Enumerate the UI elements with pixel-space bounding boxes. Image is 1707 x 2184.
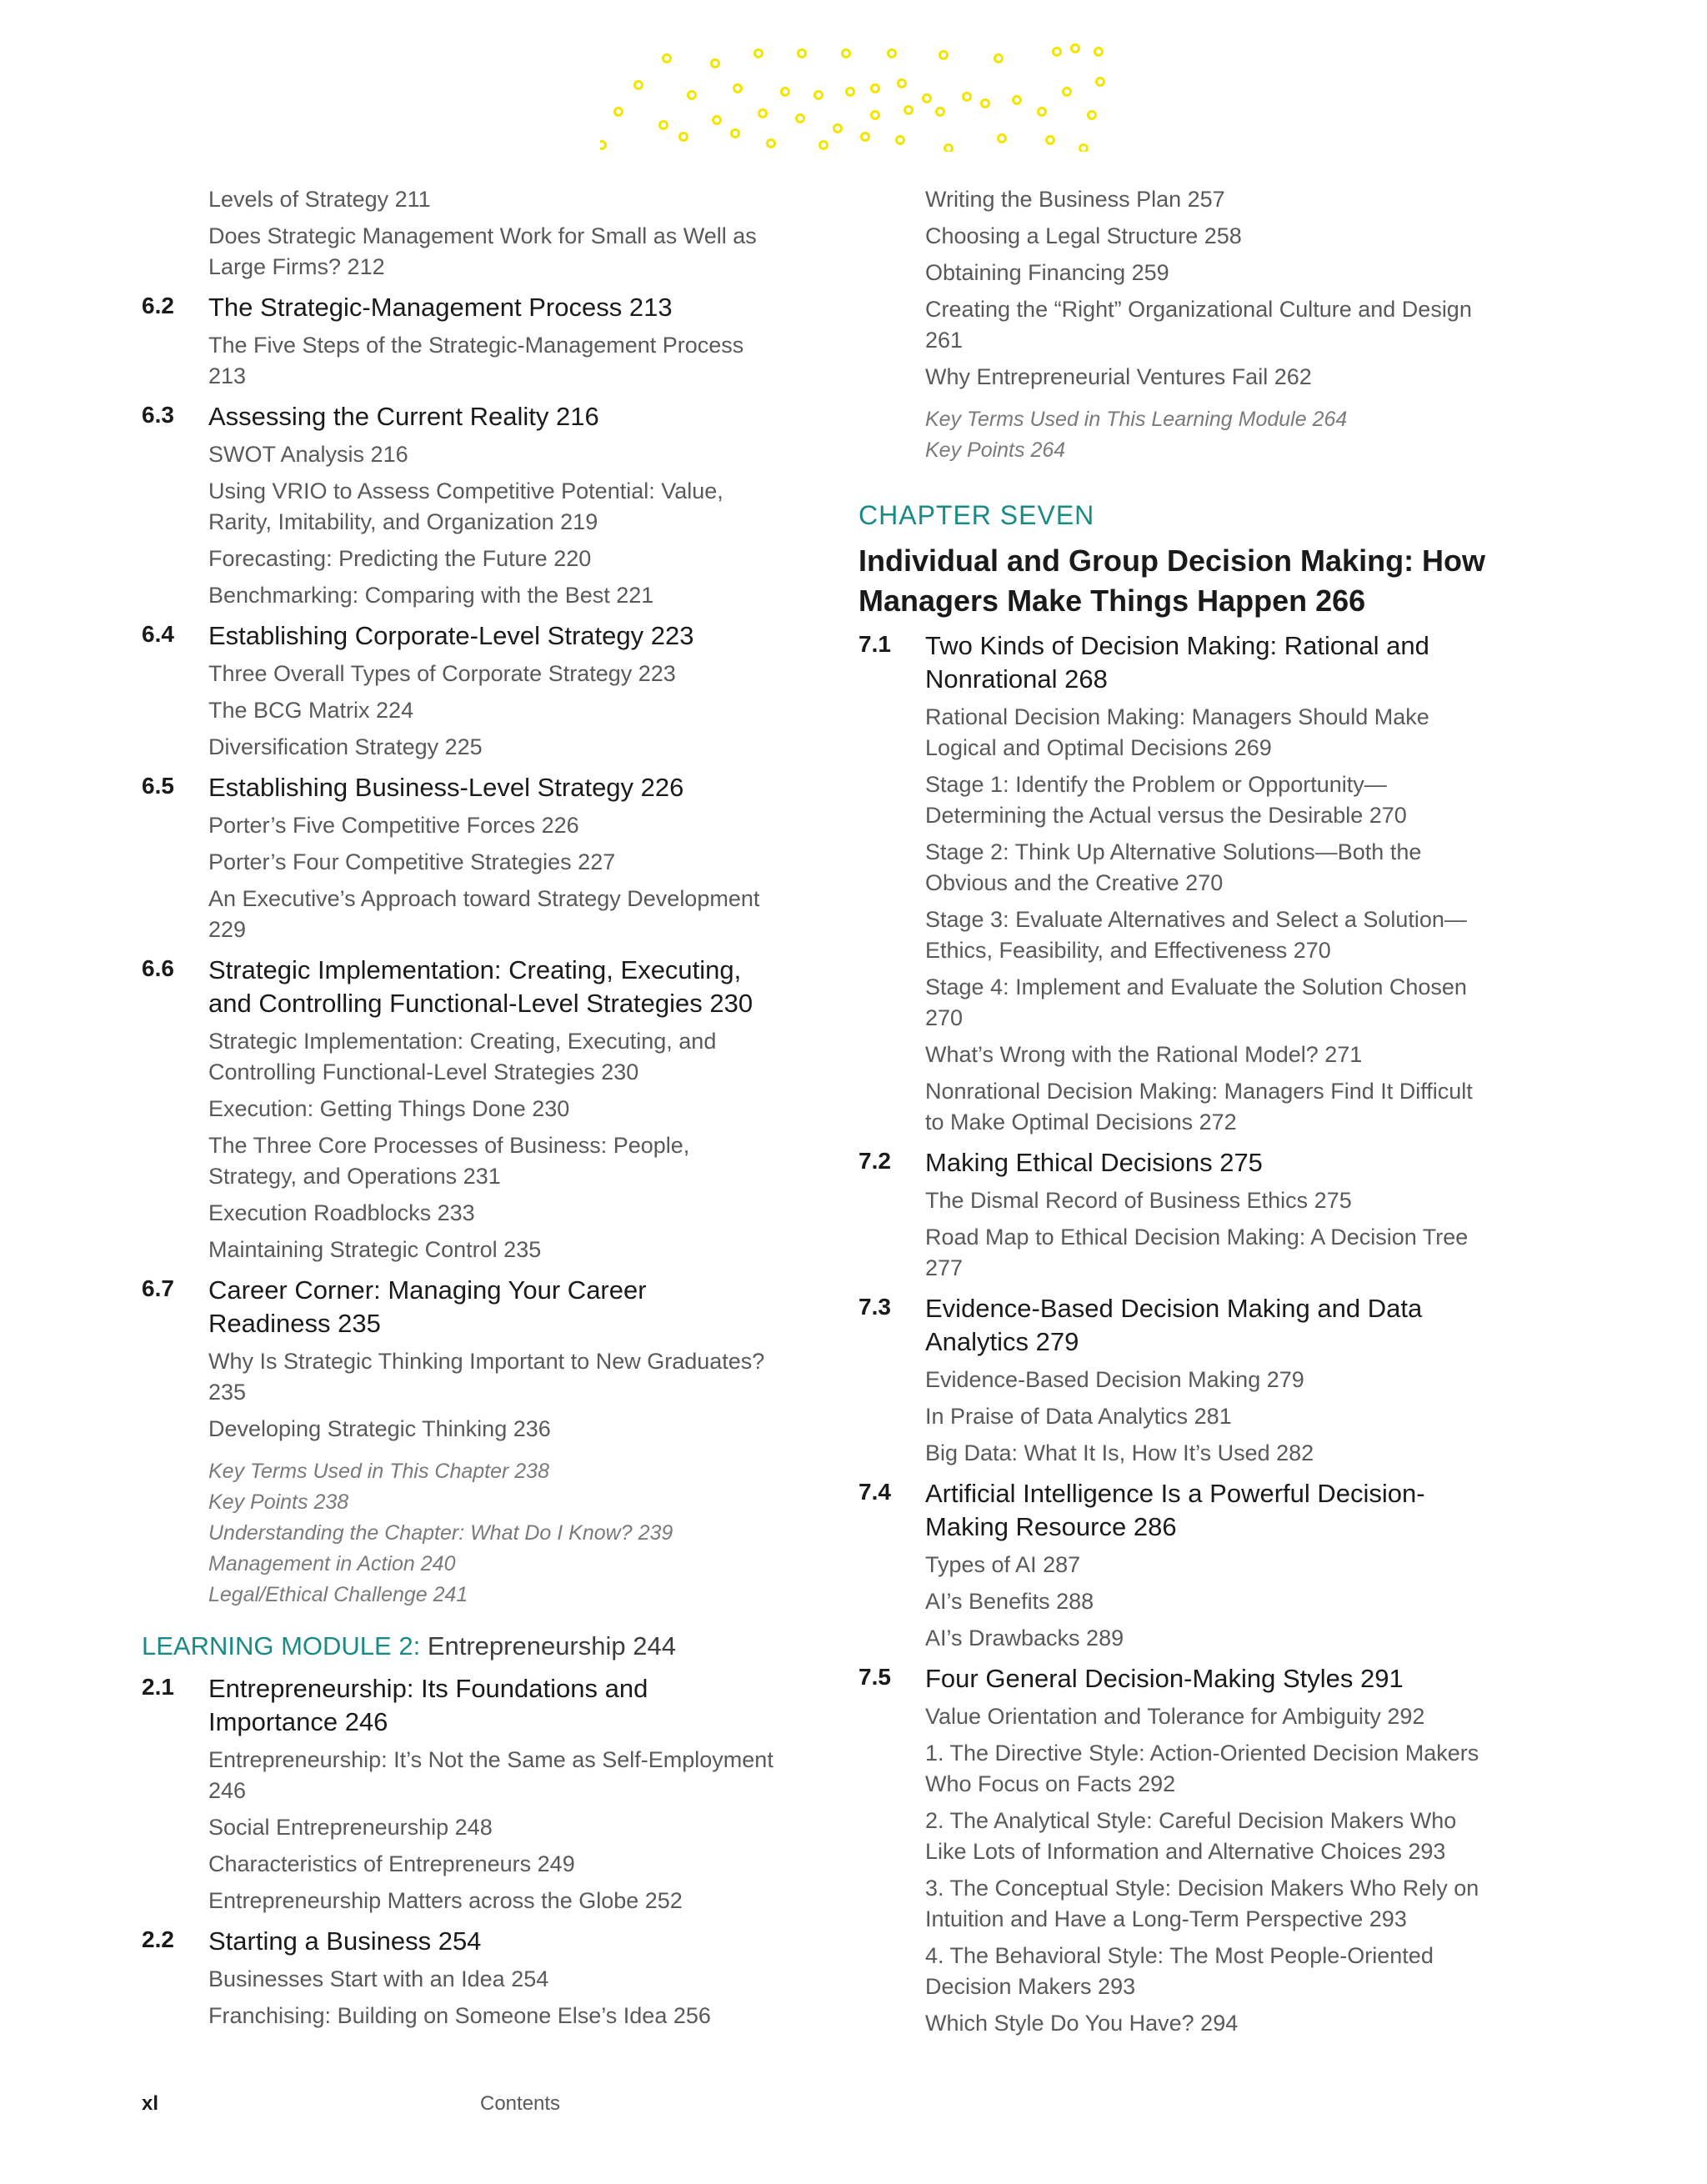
section-number: 7.5	[859, 1664, 891, 1690]
decor-dot	[843, 50, 850, 58]
toc-subtopic[interactable]: 3. The Conceptual Style: Decision Makers Who Rely on Intuition and Have a Long-Term Perspective 293	[925, 1876, 1479, 1931]
toc-section	[142, 1274, 775, 1445]
toc-subtopic[interactable]: Execution Roadblocks 233	[208, 1200, 475, 1225]
toc-subtopic[interactable]: Entrepreneurship: It’s Not the Same as Self-Employment 246	[208, 1747, 773, 1803]
section-title[interactable]: Establishing Business-Level Strategy 226	[208, 773, 684, 802]
toc-subtopic[interactable]: Stage 2: Think Up Alternative Solutions—Both the Obvious and the Creative 270	[925, 839, 1422, 895]
end-matter-item[interactable]: Management in Action 240	[208, 1552, 456, 1575]
section-title[interactable]: Making Ethical Decisions 275	[925, 1148, 1263, 1177]
toc-subtopic[interactable]: The Five Steps of the Strategic-Management Process 213	[208, 333, 744, 388]
chapter-end-items	[142, 1456, 775, 1610]
toc-section	[142, 771, 775, 945]
toc-subtopic[interactable]: Developing Strategic Thinking 236	[208, 1416, 551, 1441]
toc-subtopic[interactable]: Stage 4: Implement and Evaluate the Solution Chosen 270	[925, 974, 1467, 1030]
toc-subtopic[interactable]: Businesses Start with an Idea 254	[208, 1966, 549, 1991]
toc-subtopic[interactable]: Stage 3: Evaluate Alternatives and Select a Solution—Ethics, Feasibility, and Effectiveness 270	[925, 907, 1467, 963]
decor-dot	[712, 60, 719, 68]
decor-dot	[1047, 137, 1054, 144]
toc-subtopic[interactable]: Does Strategic Management Work for Small as Well as Large Firms? 212	[208, 223, 757, 279]
decor-dot	[755, 50, 763, 58]
toc-subtopic[interactable]: Rational Decision Making: Managers Should Make Logical and Optimal Decisions 269	[925, 704, 1429, 760]
toc-subtopic[interactable]: Using VRIO to Assess Competitive Potential: Value, Rarity, Imitability, and Organization 219	[208, 478, 723, 534]
decor-dot	[847, 88, 854, 96]
chapter-six-sections	[142, 291, 775, 1445]
learning-module-heading[interactable]	[142, 1629, 775, 1664]
toc-section	[859, 629, 1492, 1138]
toc-subtopic[interactable]: Road Map to Ethical Decision Making: A Decision Tree 277	[925, 1225, 1469, 1280]
decor-dot	[635, 82, 643, 89]
left-top-subtopics	[142, 184, 775, 283]
toc-subtopic[interactable]: Entrepreneurship Matters across the Globe 252	[208, 1888, 683, 1913]
decor-dot	[713, 117, 721, 124]
decor-dot	[940, 52, 948, 59]
decor-dot	[995, 55, 1003, 63]
decor-dot	[1095, 48, 1103, 56]
toc-section	[859, 1662, 1492, 2039]
toc-subtopic[interactable]: Diversification Strategy 225	[208, 734, 483, 759]
decor-dot	[1072, 45, 1079, 53]
section-number: 6.7	[142, 1275, 174, 1301]
section-title[interactable]: Evidence-Based Decision Making and Data Analytics 279	[925, 1294, 1423, 1356]
toc-subtopic[interactable]: The Three Core Processes of Business: People, Strategy, and Operations 231	[208, 1133, 690, 1189]
toc-subtopic[interactable]: The BCG Matrix 224	[208, 698, 414, 723]
module-end-items	[859, 404, 1492, 466]
toc-subtopic[interactable]: Franchising: Building on Someone Else’s Idea 256	[208, 2003, 711, 2028]
section-number: 6.3	[142, 402, 174, 428]
section-number: 6.2	[142, 293, 174, 318]
toc-subtopic[interactable]: An Executive’s Approach toward Strategy Development 229	[208, 886, 760, 942]
decor-dot	[732, 130, 739, 138]
section-number: 2.2	[142, 1926, 174, 1952]
decor-dot	[945, 145, 953, 153]
toc-subtopic[interactable]: AI’s Drawbacks 289	[925, 1625, 1124, 1651]
toc-subtopic[interactable]: Choosing a Legal Structure 258	[925, 223, 1242, 248]
toc-subtopic[interactable]: Benchmarking: Comparing with the Best 221	[208, 583, 654, 608]
chapter-label: CHAPTER SEVEN	[859, 500, 1095, 530]
decor-dot	[759, 110, 767, 118]
toc-section	[142, 291, 775, 392]
end-matter-item[interactable]: Understanding the Chapter: What Do I Know? 239	[208, 1521, 673, 1545]
toc-subtopic[interactable]: Creating the “Right” Organizational Culture and Design 261	[925, 297, 1472, 353]
toc-subtopic[interactable]: Three Overall Types of Corporate Strategy 223	[208, 661, 676, 686]
decor-dot	[1097, 78, 1104, 86]
toc-subtopic[interactable]: Why Entrepreneurial Ventures Fail 262	[925, 364, 1312, 389]
section-number: 2.1	[142, 1674, 174, 1700]
decor-dot	[615, 108, 623, 116]
page-number: xl	[142, 2092, 159, 2115]
section-number: 7.1	[859, 631, 891, 657]
decor-dot	[897, 137, 904, 144]
end-matter-item[interactable]: Key Points 238	[208, 1490, 349, 1514]
right-top-subtopics	[859, 184, 1492, 393]
section-title[interactable]: Assessing the Current Reality 216	[208, 402, 599, 431]
decor-dot	[815, 92, 823, 99]
decor-dot	[899, 80, 906, 88]
section-number: 6.6	[142, 955, 174, 981]
toc-subtopic[interactable]: The Dismal Record of Business Ethics 275	[925, 1188, 1352, 1213]
decor-dot	[889, 50, 896, 58]
decor-dot	[768, 140, 775, 148]
decor-dot	[782, 88, 789, 96]
decor-dot	[982, 100, 989, 108]
section-title[interactable]: Career Corner: Managing Your Career Readiness 235	[208, 1275, 647, 1338]
decor-dot	[1054, 48, 1061, 56]
section-number: 7.4	[859, 1479, 891, 1505]
decor-dot	[820, 142, 828, 149]
running-footer-title: Contents	[480, 2092, 561, 2115]
end-matter-item[interactable]: Key Points 264	[925, 438, 1066, 462]
toc-subtopic[interactable]: Execution: Getting Things Done 230	[208, 1096, 570, 1121]
toc-subtopic[interactable]: Characteristics of Entrepreneurs 249	[208, 1851, 575, 1876]
toc-subtopic[interactable]: Value Orientation and Tolerance for Ambiguity 292	[925, 1704, 1425, 1729]
chapter-title[interactable]: Individual and Group Decision Making: How Managers Make Things Happen 266	[859, 543, 1486, 618]
toc-subtopic[interactable]: Forecasting: Predicting the Future 220	[208, 546, 592, 571]
decor-dot	[660, 122, 668, 129]
toc-subtopic[interactable]: Types of AI 287	[925, 1552, 1081, 1577]
yellow-dot-pattern	[600, 43, 1117, 152]
module-title: Entrepreneurship 244	[420, 1631, 676, 1661]
toc-section	[859, 1292, 1492, 1469]
section-title[interactable]: The Strategic-Management Process 213	[208, 293, 673, 322]
toc-subtopic[interactable]: Nonrational Decision Making: Managers Find It Difficult to Make Optimal Decisions 272	[925, 1079, 1473, 1135]
decor-dot	[798, 50, 806, 58]
section-title[interactable]: Artificial Intelligence Is a Powerful Decision-Making Resource 286	[925, 1479, 1425, 1541]
toc-subtopic[interactable]: 1. The Directive Style: Action-Oriented Decision Makers Who Focus on Facts 292	[925, 1741, 1479, 1796]
decor-dot	[734, 85, 742, 93]
section-title[interactable]: Four General Decision-Making Styles 291	[925, 1664, 1404, 1693]
section-title[interactable]: Strategic Implementation: Creating, Executing, and Controlling Functional-Level Strategies 230	[208, 955, 753, 1018]
decor-dot	[1039, 108, 1046, 116]
decor-dot	[862, 133, 869, 141]
chapter-seven-sections	[859, 629, 1492, 2039]
toc-subtopic[interactable]: 4. The Behavioral Style: The Most People-Oriented Decision Makers 293	[925, 1943, 1434, 1999]
section-title[interactable]: Establishing Corporate-Level Strategy 223	[208, 621, 694, 650]
toc-subtopic[interactable]: Porter’s Four Competitive Strategies 227	[208, 849, 616, 874]
section-title[interactable]: Starting a Business 254	[208, 1926, 482, 1956]
toc-subtopic[interactable]: Evidence-Based Decision Making 279	[925, 1367, 1304, 1392]
section-number: 6.4	[142, 621, 174, 647]
section-number: 7.3	[859, 1294, 891, 1320]
left-column	[142, 178, 775, 2031]
decor-dot	[924, 95, 931, 103]
decor-dot	[905, 107, 913, 114]
decor-dot	[688, 92, 696, 99]
toc-section	[142, 1672, 775, 1916]
end-matter-item[interactable]: Legal/Ethical Challenge 241	[208, 1583, 468, 1606]
toc-subtopic[interactable]: Why Is Strategic Thinking Important to New Graduates? 235	[208, 1349, 765, 1405]
decor-dot	[964, 93, 971, 101]
toc-section	[859, 1477, 1492, 1654]
decor-dot	[872, 85, 879, 93]
toc-subtopic[interactable]: Big Data: What It Is, How It’s Used 282	[925, 1440, 1314, 1465]
end-matter-item[interactable]: Key Terms Used in This Chapter 238	[208, 1460, 549, 1483]
decor-dot	[797, 115, 804, 123]
toc-subtopic[interactable]: Writing the Business Plan 257	[925, 187, 1225, 212]
toc-subtopic[interactable]: Obtaining Financing 259	[925, 260, 1169, 285]
decor-dot	[680, 133, 688, 141]
toc-subtopic[interactable]: What’s Wrong with the Rational Model? 271	[925, 1042, 1363, 1067]
module-label: LEARNING MODULE 2:	[142, 1631, 421, 1661]
toc-subtopic[interactable]: SWOT Analysis 216	[208, 442, 408, 467]
section-title[interactable]: Two Kinds of Decision Making: Rational and Nonrational 268	[925, 631, 1429, 694]
toc-section	[142, 619, 775, 763]
decor-dot	[1014, 97, 1021, 104]
toc-subtopic[interactable]: 2. The Analytical Style: Careful Decision Makers Who Like Lots of Information and Alternative Choices 293	[925, 1808, 1457, 1864]
toc-subtopic[interactable]: Maintaining Strategic Control 235	[208, 1237, 542, 1262]
toc-subtopic[interactable]: In Praise of Data Analytics 281	[925, 1404, 1232, 1429]
decor-dot	[600, 142, 606, 149]
section-title[interactable]: Entrepreneurship: Its Foundations and Importance 246	[208, 1674, 648, 1736]
end-matter-item[interactable]: Key Terms Used in This Learning Module 264	[925, 408, 1348, 431]
decor-dot	[999, 135, 1006, 143]
toc-section	[859, 1146, 1492, 1284]
toc-subtopic[interactable]: Stage 1: Identify the Problem or Opportunity—Determining the Actual versus the Desirable 270	[925, 772, 1407, 828]
toc-subtopic[interactable]: Strategic Implementation: Creating, Executing, and Controlling Functional-Level Strategies 230	[208, 1029, 717, 1084]
decor-dot	[834, 125, 842, 133]
decor-dot	[1064, 88, 1071, 96]
toc-subtopic[interactable]: AI’s Benefits 288	[925, 1589, 1094, 1614]
right-column	[859, 178, 1492, 2039]
decor-dot	[872, 112, 879, 119]
toc-subtopic[interactable]: Levels of Strategy 211	[208, 187, 431, 212]
decor-dot	[937, 108, 944, 116]
section-number: 7.2	[859, 1148, 891, 1174]
decor-dot	[663, 55, 671, 63]
decor-dot	[1080, 145, 1088, 153]
decor-dot	[1089, 112, 1096, 119]
toc-subtopic[interactable]: Which Style Do You Have? 294	[925, 2011, 1239, 2036]
module-sections	[142, 1672, 775, 2031]
toc-section	[142, 954, 775, 1265]
toc-subtopic[interactable]: Porter’s Five Competitive Forces 226	[208, 813, 579, 838]
section-number: 6.5	[142, 773, 174, 799]
toc-section	[142, 1925, 775, 2031]
toc-section	[142, 400, 775, 611]
toc-subtopic[interactable]: Social Entrepreneurship 248	[208, 1815, 493, 1840]
